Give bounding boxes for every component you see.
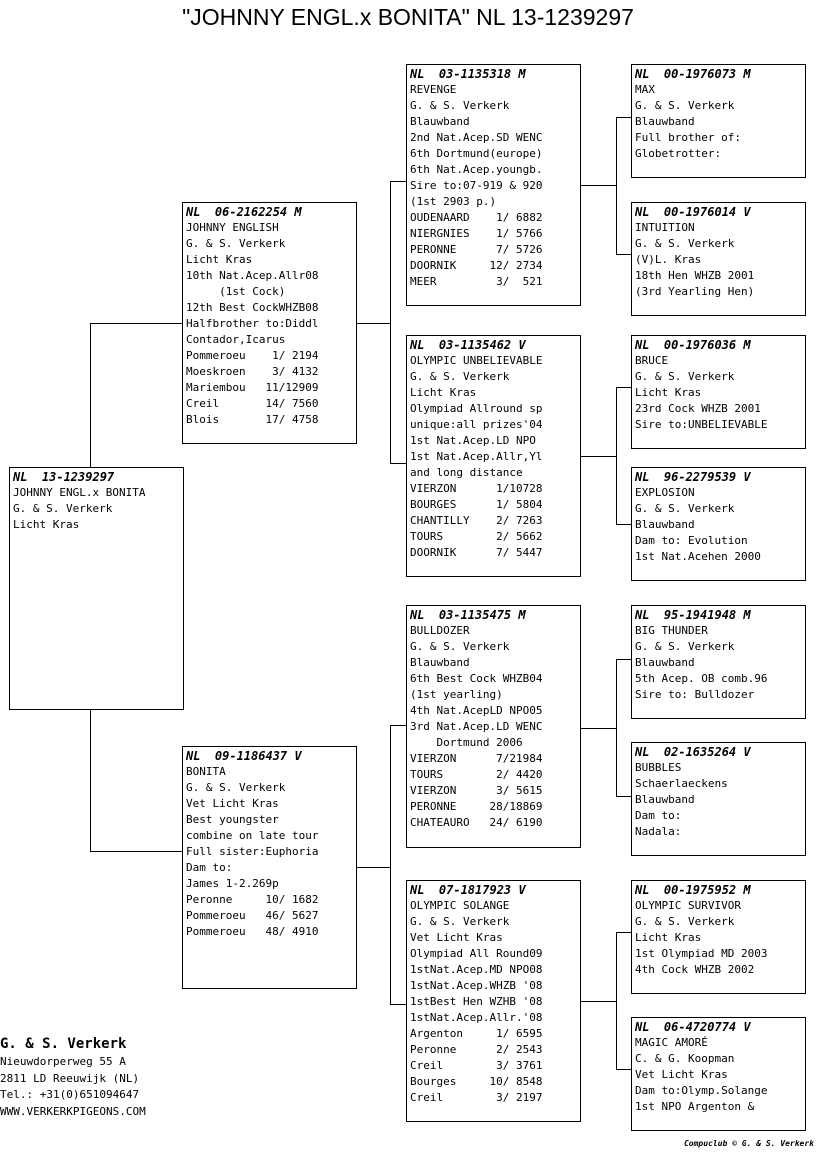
breeder-address: Nieuwdorperweg 55 A xyxy=(0,1055,126,1068)
connector-line xyxy=(390,181,391,464)
pigeon-detail-line: C. & G. Koopman xyxy=(635,1052,735,1065)
connector-line xyxy=(616,254,632,255)
pigeon-detail-line: Licht Kras xyxy=(410,386,477,399)
pedigree-card-dds[interactable] xyxy=(631,880,806,994)
pigeon-detail-line: Blauwband xyxy=(410,115,470,128)
pigeon-detail-line: Licht Kras xyxy=(635,931,702,944)
pigeon-detail-line: TOURS 2/ 4420 xyxy=(410,768,543,781)
pigeon-detail-line: Sire to: Bulldozer xyxy=(635,688,755,701)
pigeon-detail-line: 1st NPO Argenton & xyxy=(635,1100,755,1113)
pigeon-detail-line: G. & S. Verkerk xyxy=(635,640,735,653)
connector-line xyxy=(616,117,617,255)
pigeon-detail-line: 2nd Nat.Acep.SD WENC xyxy=(410,131,543,144)
pedigree-card-dam-dam[interactable] xyxy=(406,880,581,1122)
pigeon-detail-line: (1st Cock) xyxy=(186,285,286,298)
pedigree-card-ddd[interactable] xyxy=(631,1017,806,1131)
connector-line xyxy=(580,456,617,457)
pigeon-detail-line: Nadala: xyxy=(635,825,682,838)
pigeon-detail-line: unique:all prizes'04 xyxy=(410,418,543,431)
pigeon-detail-line: 1st Nat.Acep.LD NPO xyxy=(410,434,536,447)
pigeon-detail-line: 6th Best Cock WHZB04 xyxy=(410,672,543,685)
pigeon-name: BULLDOZER xyxy=(410,624,470,637)
pigeon-detail-line: (1st yearling) xyxy=(410,688,503,701)
pigeon-name: OLYMPIC SOLANGE xyxy=(410,899,510,912)
pigeon-detail-line: Creil 14/ 7560 xyxy=(186,397,319,410)
connector-line xyxy=(616,387,632,388)
pigeon-name: JOHNNY ENGL.x BONITA xyxy=(13,486,146,499)
pigeon-detail-line: NIERGNIES 1/ 5766 xyxy=(410,227,543,240)
pigeon-detail-line: Creil 3/ 3761 xyxy=(410,1059,543,1072)
pigeon-detail-line: Vet Licht Kras xyxy=(635,1068,728,1081)
connector-line xyxy=(356,867,391,868)
pigeon-name: MAGIC AMORÉ xyxy=(635,1036,708,1049)
pigeon-detail-line: 23rd Cock WHZB 2001 xyxy=(635,402,761,415)
connector-line xyxy=(90,709,91,852)
pigeon-detail-line: Dam to: Evolution xyxy=(635,534,748,547)
pedigree-card-sire-sire[interactable] xyxy=(406,64,581,306)
pigeon-detail-line: 1stNat.Acep.WHZB '08 xyxy=(410,979,543,992)
pigeon-detail-line: Dam to: xyxy=(186,861,233,874)
pigeon-detail-line: G. & S. Verkerk xyxy=(13,502,113,515)
pedigree-card-dss[interactable] xyxy=(631,605,806,719)
connector-line xyxy=(390,725,391,1005)
pigeon-detail-line: 4th Nat.AcepLD NPO05 xyxy=(410,704,543,717)
ring-number: NL 00-1976036 M xyxy=(635,338,751,352)
pigeon-detail-line: TOURS 2/ 5662 xyxy=(410,530,543,543)
breeder-phone: Tel.: +31(0)651094647 xyxy=(0,1088,140,1101)
connector-line xyxy=(356,323,391,324)
pigeon-detail-line: VIERZON 3/ 5615 xyxy=(410,784,543,797)
ring-number: NL 02-1635264 V xyxy=(635,745,751,759)
connector-line xyxy=(90,323,183,324)
connector-line xyxy=(580,1001,617,1002)
pigeon-detail-line: James 1-2.269p xyxy=(186,877,279,890)
pigeon-detail-line: (1st 2903 p.) xyxy=(410,195,497,208)
pigeon-detail-line: G. & S. Verkerk xyxy=(635,99,735,112)
ring-number: NL 06-2162254 M xyxy=(186,205,302,219)
pigeon-detail-line: G. & S. Verkerk xyxy=(410,99,510,112)
pigeon-detail-line: Halfbrother to:Diddl xyxy=(186,317,319,330)
pigeon-detail-line: G. & S. Verkerk xyxy=(410,640,510,653)
pigeon-detail-line: G. & S. Verkerk xyxy=(635,237,735,250)
connector-line xyxy=(90,323,91,468)
ring-number: NL 03-1135475 M xyxy=(410,608,526,622)
pigeon-detail-line: combine on late tour xyxy=(186,829,319,842)
breeder-website[interactable]: WWW.VERKERKPIGEONS.COM xyxy=(0,1104,146,1118)
pigeon-name: OLYMPIC UNBELIEVABLE xyxy=(410,354,543,367)
connector-line xyxy=(616,387,617,525)
pigeon-name: BONITA xyxy=(186,765,226,778)
pigeon-detail-line: 1stNat.Acep.Allr.'08 xyxy=(410,1011,543,1024)
pigeon-detail-line: Blauwband xyxy=(635,115,695,128)
pigeon-detail-line: 1stBest Hen WZHB '08 xyxy=(410,995,543,1008)
pigeon-name: BIG THUNDER xyxy=(635,624,708,637)
connector-line xyxy=(616,796,632,797)
pigeon-detail-line: Bourges 10/ 8548 xyxy=(410,1075,543,1088)
pedigree-card-sire[interactable] xyxy=(182,202,357,444)
pigeon-detail-line: 1stNat.Acep.MD NPO08 xyxy=(410,963,543,976)
pigeon-name: EXPLOSION xyxy=(635,486,695,499)
pedigree-card-sds[interactable] xyxy=(631,335,806,449)
pigeon-detail-line: 4th Cock WHZB 2002 xyxy=(635,963,755,976)
page-title: "JOHNNY ENGL.x BONITA" NL 13-1239297 xyxy=(182,4,634,30)
pigeon-detail-line: G. & S. Verkerk xyxy=(410,915,510,928)
connector-line xyxy=(390,463,407,464)
pigeon-detail-line: Mariembou 11/12909 xyxy=(186,381,319,394)
pigeon-name: BRUCE xyxy=(635,354,669,367)
pigeon-detail-line: Schaerlaeckens xyxy=(635,777,728,790)
pigeon-detail-line: (3rd Yearling Hen) xyxy=(635,285,755,298)
pigeon-name: OLYMPIC SURVIVOR xyxy=(635,899,741,912)
ring-number: NL 03-1135462 V xyxy=(410,338,526,352)
pigeon-detail-line: G. & S. Verkerk xyxy=(635,915,735,928)
connector-line xyxy=(616,524,632,525)
pigeon-name: BUBBLES xyxy=(635,761,682,774)
pigeon-detail-line: 6th Nat.Acep.youngb. xyxy=(410,163,543,176)
pedigree-card-sss[interactable] xyxy=(631,64,806,178)
pigeon-detail-line: Blauwband xyxy=(635,656,695,669)
pedigree-card-ssd[interactable] xyxy=(631,202,806,316)
pigeon-detail-line: Blauwband xyxy=(635,793,695,806)
pigeon-detail-line: 1st Olympiad MD 2003 xyxy=(635,947,768,960)
pigeon-detail-line: Globetrotter: xyxy=(635,147,722,160)
ring-number: NL 09-1186437 V xyxy=(186,749,302,763)
connector-line xyxy=(580,185,617,186)
pigeon-detail-line: Blauwband xyxy=(635,518,695,531)
connector-line xyxy=(616,932,632,933)
connector-line xyxy=(616,659,617,797)
pigeon-detail-line: Sire to:07-919 & 920 xyxy=(410,179,543,192)
pigeon-detail-line: CHANTILLY 2/ 7263 xyxy=(410,514,543,527)
pigeon-detail-line: Blauwband xyxy=(410,656,470,669)
ring-number: NL 96-2279539 V xyxy=(635,470,751,484)
pigeon-detail-line: 12th Best CockWHZB08 xyxy=(186,301,319,314)
pigeon-name: MAX xyxy=(635,83,655,96)
pedigree-card-dsd[interactable] xyxy=(631,742,806,856)
connector-line xyxy=(390,181,407,182)
connector-line xyxy=(390,1004,407,1005)
pigeon-detail-line: Licht Kras xyxy=(186,253,253,266)
pigeon-detail-line: OUDENAARD 1/ 6882 xyxy=(410,211,543,224)
pedigree-card-sdd[interactable] xyxy=(631,467,806,581)
pigeon-detail-line: 6th Dortmund(europe) xyxy=(410,147,543,160)
pigeon-detail-line: Pommeroeu 46/ 5627 xyxy=(186,909,319,922)
pedigree-card-dam-sire[interactable] xyxy=(406,605,581,848)
pigeon-detail-line: Licht Kras xyxy=(13,518,80,531)
pigeon-detail-line: VIERZON 7/21984 xyxy=(410,752,543,765)
pigeon-detail-line: Creil 3/ 2197 xyxy=(410,1091,543,1104)
pigeon-detail-line: 1st Nat.Acep.Allr,Yl xyxy=(410,450,543,463)
connector-line xyxy=(616,659,632,660)
pigeon-detail-line: G. & S. Verkerk xyxy=(635,370,735,383)
pigeon-name: INTUITION xyxy=(635,221,695,234)
pigeon-detail-line: Argenton 1/ 6595 xyxy=(410,1027,543,1040)
pedigree-card-dam[interactable] xyxy=(182,746,357,989)
pedigree-card-subject[interactable] xyxy=(9,467,184,710)
connector-line xyxy=(616,932,617,1070)
pigeon-detail-line: and long distance xyxy=(410,466,523,479)
pigeon-detail-line: G. & S. Verkerk xyxy=(186,237,286,250)
pedigree-card-sire-dam[interactable] xyxy=(406,335,581,577)
ring-number: NL 00-1976014 V xyxy=(635,205,751,219)
pigeon-detail-line: Blois 17/ 4758 xyxy=(186,413,319,426)
pigeon-detail-line: MEER 3/ 521 xyxy=(410,275,543,288)
pigeon-detail-line: 5th Acep. OB comb.96 xyxy=(635,672,768,685)
pigeon-detail-line: Licht Kras xyxy=(635,386,702,399)
connector-line xyxy=(90,851,183,852)
pigeon-detail-line: Vet Licht Kras xyxy=(410,931,503,944)
ring-number: NL 06-4720774 V xyxy=(635,1020,751,1034)
pigeon-detail-line: Pommeroeu 48/ 4910 xyxy=(186,925,319,938)
pigeon-detail-line: Pommeroeu 1/ 2194 xyxy=(186,349,319,362)
ring-number: NL 95-1941948 M xyxy=(635,608,751,622)
breeder-contact xyxy=(0,1034,146,1120)
footer-credit: Compuclub © G. & S. Verkerk xyxy=(683,1139,814,1148)
pigeon-detail-line: Best youngster xyxy=(186,813,279,826)
ring-number: NL 00-1976073 M xyxy=(635,67,751,81)
pigeon-detail-line: Sire to:UNBELIEVABLE xyxy=(635,418,768,431)
pigeon-detail-line: G. & S. Verkerk xyxy=(186,781,286,794)
ring-number: NL 13-1239297 xyxy=(13,470,115,484)
pigeon-detail-line: G. & S. Verkerk xyxy=(410,370,510,383)
pigeon-detail-line: Olympiad Allround sp xyxy=(410,402,543,415)
pigeon-detail-line: Peronne 10/ 1682 xyxy=(186,893,319,906)
pigeon-detail-line: Peronne 2/ 2543 xyxy=(410,1043,543,1056)
pigeon-detail-line: PERONNE 28/18869 xyxy=(410,800,543,813)
breeder-name: G. & S. Verkerk xyxy=(0,1036,127,1052)
pigeon-detail-line: Full brother of: xyxy=(635,131,741,144)
ring-number: NL 07-1817923 V xyxy=(410,883,526,897)
pigeon-detail-line: PERONNE 7/ 5726 xyxy=(410,243,543,256)
pigeon-detail-line: (V)L. Kras xyxy=(635,253,702,266)
connector-line xyxy=(616,117,632,118)
pigeon-detail-line: Contador,Icarus xyxy=(186,333,286,346)
connector-line xyxy=(580,728,617,729)
pigeon-detail-line: Vet Licht Kras xyxy=(186,797,279,810)
pigeon-detail-line: DOORNIK 12/ 2734 xyxy=(410,259,543,272)
pigeon-detail-line: Full sister:Euphoria xyxy=(186,845,319,858)
pigeon-detail-line: BOURGES 1/ 5804 xyxy=(410,498,543,511)
pigeon-detail-line: Olympiad All Round09 xyxy=(410,947,543,960)
pigeon-detail-line: G. & S. Verkerk xyxy=(635,502,735,515)
pigeon-detail-line: Dam to: xyxy=(635,809,682,822)
pigeon-name: JOHNNY ENGLISH xyxy=(186,221,279,234)
ring-number: NL 00-1975952 M xyxy=(635,883,751,897)
pigeon-detail-line: VIERZON 1/10728 xyxy=(410,482,543,495)
pigeon-detail-line: Moeskroen 3/ 4132 xyxy=(186,365,319,378)
pigeon-detail-line: Dortmund 2006 xyxy=(410,736,523,749)
pigeon-detail-line: 3rd Nat.Acep.LD WENC xyxy=(410,720,543,733)
pigeon-detail-line: 1st Nat.Acehen 2000 xyxy=(635,550,761,563)
pigeon-detail-line: 10th Nat.Acep.Allr08 xyxy=(186,269,319,282)
pigeon-detail-line: CHATEAURO 24/ 6190 xyxy=(410,816,543,829)
connector-line xyxy=(390,725,407,726)
pigeon-name: REVENGE xyxy=(410,83,457,96)
ring-number: NL 03-1135318 M xyxy=(410,67,526,81)
breeder-city: 2811 LD Reeuwijk (NL) xyxy=(0,1071,140,1085)
pigeon-detail-line: 18th Hen WHZB 2001 xyxy=(635,269,755,282)
pigeon-detail-line: Dam to:Olymp.Solange xyxy=(635,1084,768,1097)
connector-line xyxy=(616,1069,632,1070)
pigeon-detail-line: DOORNIK 7/ 5447 xyxy=(410,546,543,559)
